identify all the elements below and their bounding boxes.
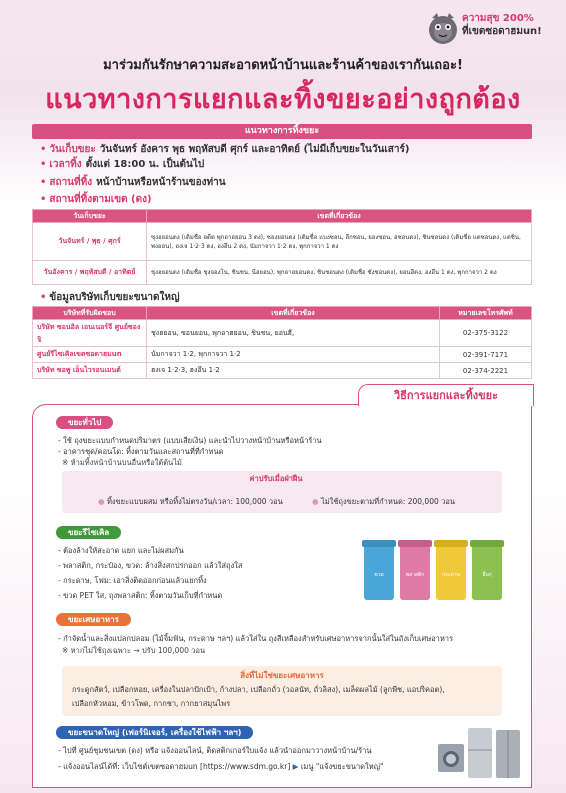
bin-icon — [398, 540, 432, 600]
general-note: ※ ห้ามทิ้งหน้าบ้านบนอื่นหรือใต้ต้นไม้ — [62, 458, 182, 467]
bulky-waste-chip: ขยะขนาดใหญ่ (เฟอร์นิเจอร์, เครื่องใช้ไฟฟ้า ฯลฯ) — [56, 726, 253, 739]
recycling-bins-illustration — [362, 534, 512, 604]
company-areas: ชุงฮยอน, ซอนยอน, พุกอาฮยอน, ชินชน, ยอนฮี, — [147, 320, 440, 347]
column-header: เขตที่เกี่ยวข้อง — [147, 210, 532, 223]
refrigerator-icon — [468, 728, 492, 778]
company-areas: นัมกาจวา 1·2, พุกกาจวา 1·2 — [147, 347, 440, 363]
table-row — [33, 320, 532, 347]
general-line-1: - ใช้ ถุงขยะแบบกำหนดปริมาตร (แบบเสียเงิน) และนำไปวางหน้าบ้านหรือหน้าร้าน — [58, 436, 322, 445]
company-phone[interactable]: 02-374-2221 — [440, 363, 532, 379]
bin-label: กระดาษ — [442, 572, 460, 578]
info-label: สถานที่ทิ้ง — [49, 177, 93, 188]
district-list: ชุงฮยอนดง (เดิมชื่อ ชุงจองโน, ชินชน, นีฮยอน), พุกอาฮยอนดง, ชินชอนดง (เดิมชื่อ ชังชอนดง), ยอนฮีดง, ฮงอึน 1 ดง, พุกกาจวา 2 ดง — [147, 261, 532, 285]
info-collection-days: • วันเก็บขยะ วันจันทร์ อังคาร พุธ พฤหัสบดี ศุกร์ และอาทิตย์ (ไม่มีเก็บขยะในวันเสาร์) — [40, 144, 410, 155]
bulky-menu-text: เมนู "แจ้งขยะขนาดใหญ่" — [300, 762, 384, 771]
bin-icon — [434, 540, 468, 600]
fine-title: ค่าปรับเมื่อฝ่าฝืน — [249, 474, 303, 483]
bin-label: พลาสติก — [405, 572, 425, 578]
fine-item-text: ไม่ใช้ถุงขยะตามที่กำหนด: 200,000 วอน — [320, 497, 455, 506]
headline: มาร่วมกันรักษาความสะอาดหน้าบ้านและร้านค้าของเรากันเถอะ! — [103, 58, 463, 73]
mascot-icon — [426, 10, 460, 46]
company-table — [32, 306, 532, 379]
fine-item: ● ไม่ใช้ถุงขยะตามที่กำหนด: 200,000 วอน — [312, 497, 455, 506]
company-name: บริษัท ซอพู เอ็นไวรอนเมนต์ — [33, 363, 147, 379]
appliances-illustration — [436, 726, 522, 782]
not-food-waste-line-1: กระดูกสัตว์, เปลือกหอย, เครื่องในปลาปักเป้า, ก้างปลา, เปลือกถั่ว (วอลนัท, ถั่วลิสง), เมล็ดผลไม้ (ลูกพีช, แอปริคอต), — [72, 685, 445, 694]
bulky-line-1: - ไปที่ ศูนย์ชุมชนเขต (ดง) หรือ แจ้งออนไลน์, ติดสติกเกอร์ใบแจ้ง แล้วนำออกมาวางหน้าบ้าน/ร้าน — [58, 746, 372, 755]
table-row — [33, 223, 532, 261]
food-waste-chip: ขยะเศษอาหาร — [56, 613, 131, 626]
badge-line-1: ความสุข 200% — [462, 13, 534, 24]
bin-icon — [362, 540, 396, 600]
bulky-website-text[interactable]: - แจ้งออนไลน์ได้ที่: เว็บไซต์เขตซอดาฮมun [https://www.sdm.go.kr] — [58, 762, 291, 771]
recycle-line-1: - ต้องล้างให้สะอาด แยก และไม่ผสมกัน — [58, 546, 184, 555]
company-name: ศูนย์รีไซเคิลเขตซอดาฮมun — [33, 347, 147, 363]
company-heading-text: ข้อมูลบริษัทเก็บขยะขนาดใหญ่ — [49, 292, 180, 303]
info-district-schedule: • สถานที่ทิ้งตามเขต (ดง) — [40, 194, 152, 205]
table-row — [33, 261, 532, 285]
table-row — [33, 363, 532, 379]
method-tab: วิธีการแยกและทิ้งขยะ — [358, 384, 534, 406]
food-line-1: - กำจัดน้ำและสิ่งแปลกปลอม (ไม้จิ้มฟัน, กระดาษ ฯลฯ) แล้วใส่ใน ถุงสีเหลืองสำหรับเศษอาหารจากนั้นใส่ในถังเก็บเศษอาหาร — [58, 634, 454, 643]
info-place: • สถานที่ทิ้ง หน้าบ้านหรือหน้าร้านของท่าน — [40, 177, 226, 188]
badge-line-2: ที่เขตซอดาฮมun! — [462, 26, 542, 37]
schedule-table — [32, 209, 532, 285]
district-list: ซุงฮยอนดง (เดิมชื่อ อดีต พุกอาฮยอน 3 ดง), ซองยอนดง (เดิมชื่อ แบงซอน, ลีกซอน, ยองซอน, ฮซอนดง), ชินซอนดง (เดิมชื่อ แดซอนดง, แดชิน, พงออน), ฮงเจ 1·2·3 ดง, ฮงอึน 2 ดง, นัมกาจวา 1·2 ดง, พุกกาจวา 1 ดง — [147, 223, 532, 261]
bulky-line-2 — [58, 761, 384, 772]
company-heading: • ข้อมูลบริษัทเก็บขยะขนาดใหญ่ — [40, 292, 180, 303]
happiness-badge — [462, 12, 542, 38]
column-header: วันเก็บขยะ — [33, 210, 147, 223]
info-label: สถานที่ทิ้งตามเขต (ดง) — [49, 194, 152, 205]
general-waste-chip: ขยะทั่วไป — [56, 416, 113, 429]
collection-day: วันจันทร์ / พุธ / ศุกร์ — [33, 223, 147, 261]
company-phone[interactable]: 02-375-3122 — [440, 320, 532, 347]
not-food-waste-title: สิ่งที่ไม่ใช่ขยะเศษอาหาร — [240, 671, 324, 680]
guide-section-bar: แนวทางการทิ้งขยะ — [32, 124, 532, 139]
table-header-row — [33, 210, 532, 223]
info-label: วันเก็บขยะ — [49, 144, 96, 155]
fine-item-text: ทิ้งขยะแบบผสม หรือทิ้งไม่ตรงวัน/เวลา: 100,000 วอน — [106, 497, 283, 506]
company-phone[interactable]: 02-391-7171 — [440, 347, 532, 363]
recycle-chip: ขยะรีไซเคิล — [56, 526, 121, 539]
not-food-waste-line-2: เปลือกหัวหอม, ข้าวโพด, กากชา, กากยาสมุนไพร — [72, 699, 231, 708]
bin-label: ขวด — [374, 572, 384, 578]
recycle-line-4: - ขวด PET ใส, ถุงพลาสติก: ทิ้งตามวันเก็บที่กำหนด — [58, 591, 223, 600]
collection-day: วันอังคาร / พฤหัสบดี / อาทิตย์ — [33, 261, 147, 285]
table-header-row — [33, 307, 532, 320]
column-header: หมายเลขโทรศัพท์ — [440, 307, 532, 320]
column-header: บริษัทที่รับผิดชอบ — [33, 307, 147, 320]
table-row — [33, 347, 532, 363]
info-value: ตั้งแต่ 18:00 น. เป็นต้นไป — [85, 159, 205, 170]
column-header: เขตที่เกี่ยวข้อง — [147, 307, 440, 320]
food-note: ※ หากไม่ใช้ถุงเฉพาะ → ปรับ 100,000 วอน — [62, 646, 206, 655]
info-value: วันจันทร์ อังคาร พุธ พฤหัสบดี ศุกร์ และอาทิตย์ (ไม่มีเก็บขยะในวันเสาร์) — [99, 144, 410, 155]
general-line-2: - อาคารชุด/คอนโด: ทิ้งตามวันและสถานที่ที่กำหนด — [58, 447, 224, 456]
info-value: หน้าบ้านหรือหน้าร้านของท่าน — [96, 177, 226, 188]
bin-label: อื่นๆ — [482, 572, 492, 578]
recycle-line-2: - พลาสติก, กระป๋อง, ขวด: ล้างสิ่งสกปรกออก แล้วใส่ถุงใส — [58, 561, 243, 570]
info-time: • เวลาทิ้ง ตั้งแต่ 18:00 น. เป็นต้นไป — [40, 159, 205, 170]
company-areas: ฮงเจ 1·2·3, ฮงอึน 1·2 — [147, 363, 440, 379]
recycle-line-3: - กระดาษ, โฟม: เอาสิ่งติดออกก่อนแล้วแยกทิ้ง — [58, 576, 207, 585]
bin-icon — [470, 540, 504, 600]
company-name: บริษัท ซอนอิล เอนเนอร์จี ศูนย์ซองจู — [33, 320, 147, 347]
info-label: เวลาทิ้ง — [49, 159, 82, 170]
arrow-right-icon: ▶ — [292, 762, 299, 771]
fine-item: ● ทิ้งขยะแบบผสม หรือทิ้งไม่ตรงวัน/เวลา: 100,000 วอน — [98, 497, 283, 506]
page-title: แนวทางการแยกและทิ้งขยะอย่างถูกต้อง — [45, 84, 521, 115]
